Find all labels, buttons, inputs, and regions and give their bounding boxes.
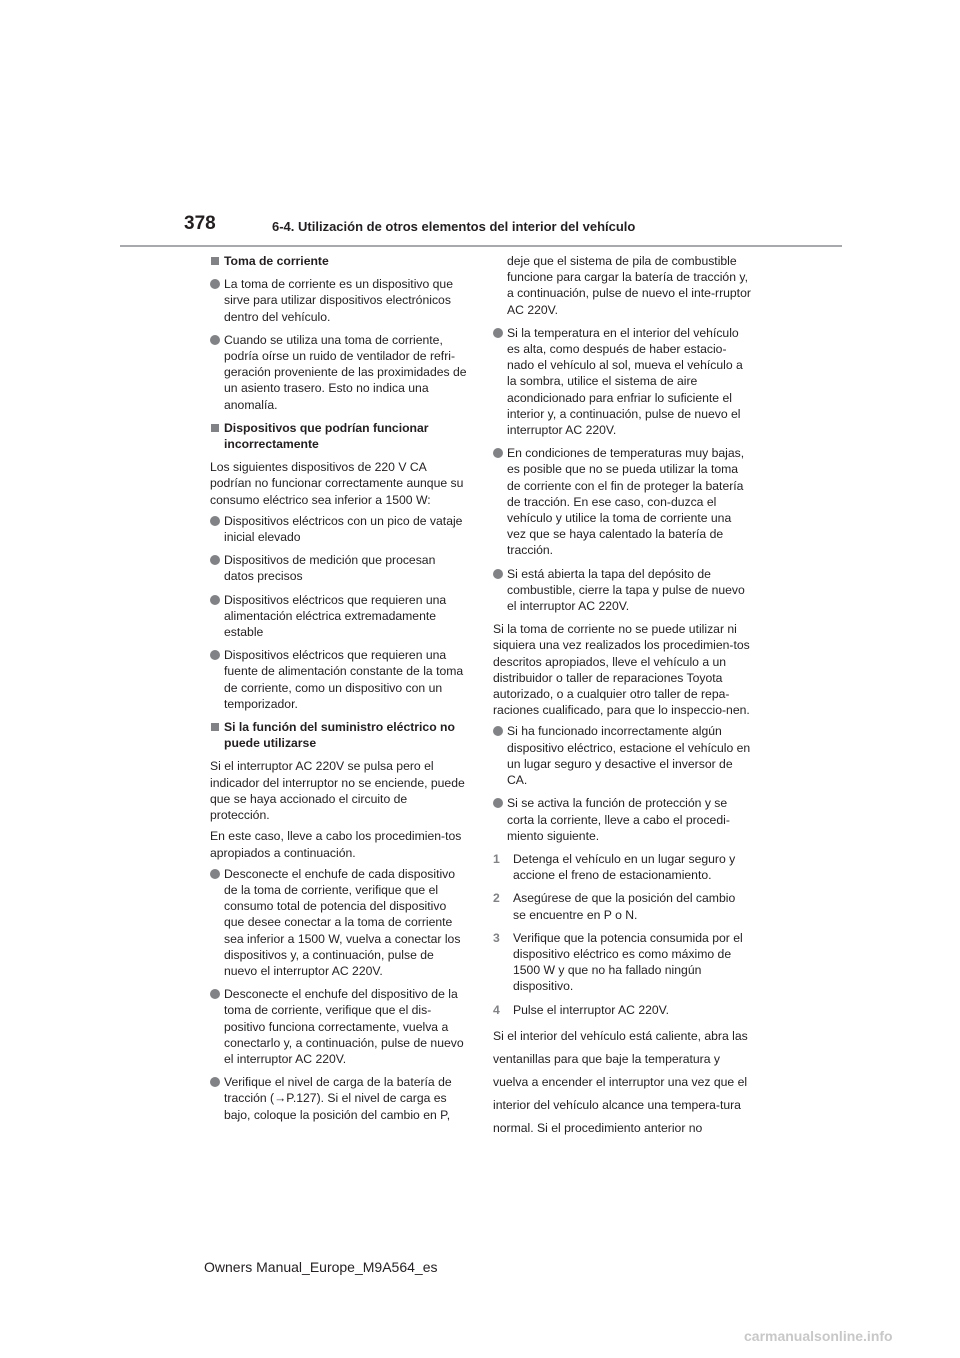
step-text: Detenga el vehículo en un lugar seguro y accione el freno de estacionamiento. <box>513 851 736 883</box>
header-divider <box>120 245 842 247</box>
paragraph: Los siguientes dispositivos de 220 V CA podrían no funcionar correctamente aunque su consumo eléctrico sea inferior a 1500 W: <box>210 460 464 507</box>
bullet-item: En condiciones de temperaturas muy bajas, es posible que no se pueda utilizar la toma de corriente con el fin de proteger la batería de tracción. En ese caso, con-duzca el vehículo y utilice la toma de corriente una vez que se haya calentado la batería de tracción. <box>493 445 751 558</box>
bullet-item: Desconecte el enchufe del dispositivo de la toma de corriente, verifique que el dis-positivo funciona correctamente, vuelva a conectarlo y, a continuación, pulse de nuevo el interruptor AC 220V. <box>210 986 468 1067</box>
bullet-item: Cuando se utiliza una toma de corriente, podría oírse un ruido de ventilador de refri-geración proveniente de las proximidades de un asiento trasero. Esto no indica una anomalía. <box>210 332 468 413</box>
bullet-item: La toma de corriente es un dispositivo que sirve para utilizar dispositivos electrónicos dentro del vehículo. <box>210 276 468 325</box>
paragraph: En este caso, lleve a cabo los procedimien-tos apropiados a continuación. <box>210 829 462 860</box>
paragraph: Si el interruptor AC 220V se pulsa pero el indicador del interruptor no se enciende, puede que se haya accionado el circuito de protección. <box>210 759 465 823</box>
step-item <box>493 890 751 922</box>
bullet-item: Dispositivos eléctricos que requieren una alimentación eléctrica extremadamente estable <box>210 592 468 641</box>
heading-malfunctioning-devices: Dispositivos que podrían funcionar incorrectamente <box>210 420 468 452</box>
step-item <box>493 1002 751 1018</box>
step-item <box>493 930 751 995</box>
bullet-item: Dispositivos eléctricos con un pico de vataje inicial elevado <box>210 513 468 545</box>
step-text: Verifique que la potencia consumida por el dispositivo eléctrico es como máximo de 1500 W y que no ha fallado ningún dispositivo. <box>513 930 743 994</box>
bullet-item: Desconecte el enchufe de cada dispositivo de la toma de corriente, verifique que el consumo total de potencia del dispositivo que desee conectar a la toma de corriente sea inferior a 1500 W, vuelva a conectar los dispositivos y, a continuación, pulse de nuevo el interruptor AC 220V. <box>210 866 468 979</box>
paragraph: Si el interior del vehículo está caliente, abra las ventanillas para que baje la temperatura y vuelva a encender el interruptor una vez que el interior del vehículo alcance una tempera-tura normal. Si el procedimiento anterior no <box>493 1028 748 1135</box>
section-title: 6-4. Utilización de otros elementos del interior del vehículo <box>272 219 636 234</box>
footer-manual-id: Owners Manual_Europe_M9A564_es <box>204 1259 438 1275</box>
bullet-item: Si ha funcionado incorrectamente algún dispositivo eléctrico, estacione el vehículo en un lugar seguro y desactive el inversor de CA. <box>493 723 751 788</box>
step-text: Pulse el interruptor AC 220V. <box>513 1002 670 1017</box>
watermark: carmanualsonline.info <box>744 1328 893 1344</box>
paragraph: Si la toma de corriente no se puede utilizar ni siquiera una vez realizados los procedimien-tos descritos apropiados, lleve el vehículo a un distribuidor o taller de reparaciones Toyota autorizado, o a cualquier otro taller de repa-raciones cualificado, para que lo inspeccio-nen. <box>493 622 750 718</box>
page-number: 378 <box>184 213 216 234</box>
bullet-item: Dispositivos eléctricos que requieren una fuente de alimentación constante de la toma de corriente, como un dispositivo con un temporizador. <box>210 647 468 712</box>
bullet-item: Si la temperatura en el interior del vehículo es alta, como después de haber estacio-nado el vehículo al sol, mueva el vehículo a la sombra, utilice el sistema de aire acondicionado para enfriar lo suficiente el interior y, a continuación, pulse de nuevo el interruptor AC 220V. <box>493 325 751 438</box>
heading-supply-unavailable: Si la función del suministro eléctrico no puede utilizarse <box>210 719 468 751</box>
bullet-item: Si se activa la función de protección y se corta la corriente, lleve a cabo el procedi-miento siguiente. <box>493 795 751 844</box>
step-text: Asegúrese de que la posición del cambio se encuentre en P o N. <box>513 891 736 922</box>
left-column <box>210 253 468 1130</box>
right-column <box>493 253 751 1147</box>
bullet-item: Si está abierta la tapa del depósito de combustible, cierre la tapa y pulse de nuevo el interruptor AC 220V. <box>493 566 751 615</box>
bullet-continuation: deje que el sistema de pila de combustible funcione para cargar la batería de tracción y, a continuación, pulse de nuevo el inte-rruptor AC 220V. <box>507 254 751 317</box>
page-header <box>0 0 960 250</box>
step-item <box>493 851 751 883</box>
bullet-item: Verifique el nivel de carga de la batería de tracción (→P.127). Si el nivel de carga es bajo, coloque la posición del cambio en P, <box>210 1074 468 1123</box>
bullet-item: Dispositivos de medición que procesan datos precisos <box>210 552 468 584</box>
heading-power-outlet: Toma de corriente <box>210 253 468 269</box>
step-number: 3 <box>493 930 500 945</box>
step-number: 2 <box>493 891 500 906</box>
step-number: 1 <box>493 851 500 866</box>
step-number: 4 <box>493 1002 500 1017</box>
